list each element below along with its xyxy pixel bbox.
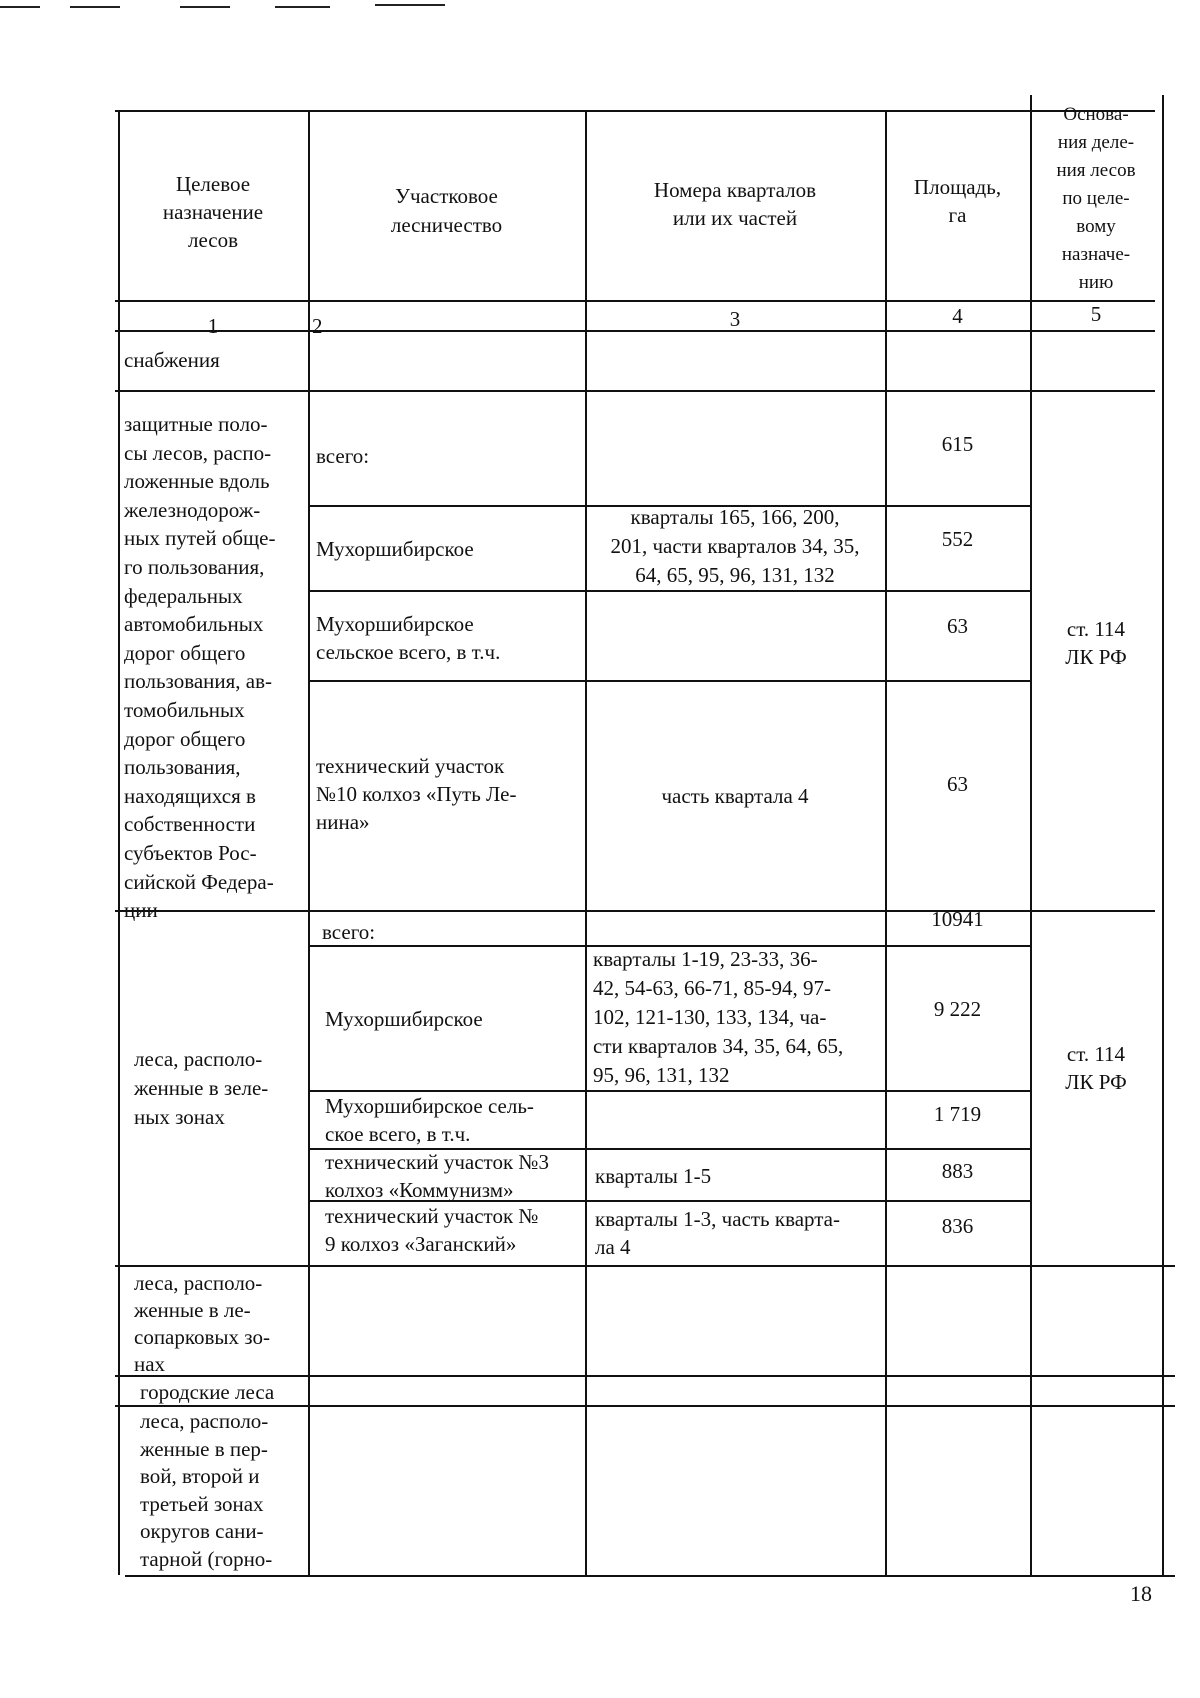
g2-sub2-area: 1 719 xyxy=(933,1102,982,1126)
g5-purpose: леса, располо- женные в пер- вой, второй и третьей зонах округов сани- тарной (горно- xyxy=(140,1409,273,1571)
col-number-1: 1 xyxy=(207,314,219,338)
g2-sub1-quarters: кварталы 1-19, 23-33, 36- 42, 54-63, 66-71, 85-94, 97- 102, 121-130, 133, 134, ча- сти кварталов 34, 35, 64, 65, 95, 96, 131, 132 xyxy=(593,947,844,1087)
g1-sub3-name: технический участок №10 колхоз «Путь Ле- нина» xyxy=(316,754,517,834)
g2-sub4-quarters: кварталы 1-3, часть кварта- ла 4 xyxy=(595,1207,840,1259)
scan-artifact xyxy=(0,6,40,8)
scan-artifact xyxy=(70,6,120,8)
col-border xyxy=(1162,95,1164,1575)
g1-sub2-name: Мухоршибирское сельское всего, в т.ч. xyxy=(316,612,501,664)
row-purpose-continuation: снабжения xyxy=(124,348,220,372)
g2-sub1-area: 9 222 xyxy=(933,997,982,1021)
col-border xyxy=(308,110,310,1575)
g1-sub1-name: Мухоршибирское xyxy=(316,537,474,561)
col-number-3: 3 xyxy=(729,307,741,331)
g1-sub2-area: 63 xyxy=(947,614,968,638)
col-number-2: 2 xyxy=(312,314,323,338)
scan-artifact xyxy=(375,4,445,6)
header-col2: Участковое лесничество xyxy=(390,184,503,237)
g4-purpose: городские леса xyxy=(140,1380,275,1404)
col-number-4: 4 xyxy=(952,304,963,328)
row-border xyxy=(310,590,1030,592)
g2-sub3-quarters: кварталы 1-5 xyxy=(595,1164,712,1188)
table-top-border xyxy=(115,110,1155,112)
page-number: 18 xyxy=(1130,1581,1152,1606)
row-border xyxy=(115,1265,1175,1267)
row-border xyxy=(310,680,1030,682)
g2-total-label: всего: xyxy=(322,920,376,944)
g2-sub3-name: технический участок №3 колхоз «Коммунизм» xyxy=(325,1150,549,1202)
scan-artifact xyxy=(275,6,330,8)
g2-sub1-name: Мухоршибирское xyxy=(325,1007,483,1031)
row-border xyxy=(115,1375,1175,1377)
g1-purpose: защитные поло- сы лесов, распо- ложенные вдоль железнодорож- ных путей обще- го пользования, федеральных автомобильных дорог общего пользования, ав- томобильных дорог общего пользования, находящихся в собственности субъектов Рос- сийской Федера- ции xyxy=(124,412,276,923)
g1-basis: ст. 114 ЛК РФ xyxy=(1065,617,1127,669)
table-bottom-border xyxy=(125,1575,1175,1577)
g1-sub3-area: 63 xyxy=(947,772,968,796)
header-col1: Целевое назначение лесов xyxy=(162,172,264,252)
g2-sub2-name: Мухоршибирское сель- ское всего, в т.ч. xyxy=(325,1094,534,1146)
g2-purpose: леса, располо- женные в зеле- ных зонах xyxy=(134,1047,269,1129)
scan-artifact xyxy=(180,6,230,8)
header-col4: Площадь, га xyxy=(913,175,1002,227)
g1-sub1-area: 552 xyxy=(941,527,974,551)
g2-sub4-area: 836 xyxy=(941,1214,974,1238)
g2-sub3-area: 883 xyxy=(941,1159,974,1183)
g1-total-area: 615 xyxy=(941,432,974,456)
g2-total-area: 10941 xyxy=(931,907,984,931)
g3-purpose: леса, располо- женные в ле- сопарковых зо- нах xyxy=(134,1271,270,1376)
header-col5: Основа- ния деле- ния лесов по целе- вому назначе- нию xyxy=(1056,104,1136,293)
g1-total-label: всего: xyxy=(316,444,370,468)
g1-sub3-quarters: часть квартала 4 xyxy=(661,784,809,808)
g2-sub4-name: технический участок № 9 колхоз «Заганский» xyxy=(325,1204,539,1256)
row-border xyxy=(115,390,1155,392)
g1-sub1-quarters: кварталы 165, 166, 200, 201, части кварталов 34, 35, 64, 65, 95, 96, 131, 132 xyxy=(610,505,860,587)
header-col3: Номера кварталов или их частей xyxy=(653,178,817,230)
g2-basis: ст. 114 ЛК РФ xyxy=(1065,1042,1127,1094)
col-number-5: 5 xyxy=(1090,302,1102,326)
